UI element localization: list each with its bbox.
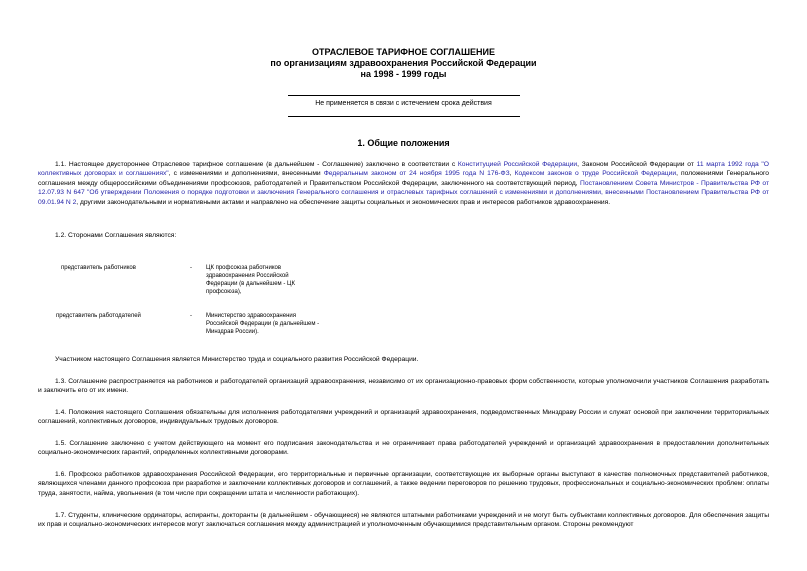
status-note: Не применяется в связи с истечением срока действия bbox=[315, 100, 492, 107]
p1-1-text-1: 1.1. Настоящее двустороннее Отраслевое тарифное соглашение (в дальнейшем - Соглашение) заключено в соответствии с bbox=[55, 161, 458, 168]
document-title-line2: по организациям здравоохранения Российской Федерации bbox=[270, 58, 537, 68]
paragraph-1-5: 1.5. Соглашение заключено с учетом действующего на момент его подписания законодательства и не ограничивает права работодателей учреждений и организаций здравоохранения в предоставлении дополнительных социально-экономических гарантий, определенных коллективными договорами. bbox=[38, 440, 769, 457]
party-dash-employers: - bbox=[190, 313, 192, 319]
paragraph-1-1 bbox=[38, 160, 769, 207]
party-label-workers: представитель работников bbox=[61, 265, 136, 271]
p1-1-text-5: , положениями Генерального соглашения между общероссийскими объединениями профсоюзов, работодателей и Правительством Российской Федерации, заключенного на соответствующий период, bbox=[38, 170, 769, 187]
law-collective-agreements-link[interactable]: 11 марта 1992 года "О коллективных договорах и соглашениях" bbox=[38, 161, 769, 178]
p1-1-text-3: , с изменениями и дополнениями, внесенными bbox=[168, 170, 324, 178]
member-note: Участником настоящего Соглашения является Министерство труда и социального развития Российской Федерации. bbox=[55, 356, 419, 363]
document-title-line3: на 1998 - 1999 годы bbox=[360, 69, 447, 79]
party-value-employers: Министерство здравоохранения Российской Федерации (в дальнейшем - Минздрав России). bbox=[206, 313, 320, 335]
divider-top bbox=[288, 95, 520, 96]
p1-1-text-2: , Законом Российской Федерации от bbox=[577, 161, 697, 168]
p1-1-text-4: , bbox=[509, 170, 515, 178]
p1-1-text-7: , другими законодательными и нормативными актами и направлено на обеспечение защиты социальных и экономических прав и интересов работников здравоохранения. bbox=[76, 198, 611, 206]
resolution-647-link[interactable]: Постановлением Совета Министров - Правительства РФ от 12.07.93 N 647 "Об утверждении Положения о порядке подготовки и заключения Генерального соглашения и отраслевых тарифных соглашений bbox=[38, 179, 770, 197]
paragraph-1-3: 1.3. Соглашение распространяется на работников и работодателей организаций здравоохранения, независимо от их организационно-правовых форм собственности, которые уполномочили участников Соглашения разработать и заключить его от их имени. bbox=[38, 378, 769, 395]
paragraph-1-6: 1.6. Профсоюз работников здравоохранения Российской Федерации, его территориальные и первичные организации, соответствующие их выборные органы выступают в качестве полномочных представителей работников, являющихся членами данного профсоюза при разработке и заключении коллективных договоров и соглашений, а также ведении переговоров по решению трудовых, профессиональных и социально-экономических проблем: оплаты труда, занятости, найма, увольнения (в том числе при сокращении штата и численности работающих). bbox=[38, 471, 769, 497]
section-heading: 1. Общие положения bbox=[357, 138, 450, 148]
federal-law-176-link[interactable]: Федеральным законом от 24 ноября 1995 года N 176-ФЗ bbox=[323, 170, 510, 178]
divider-bottom bbox=[288, 116, 520, 117]
document-title-line1: ОТРАСЛЕВОЕ ТАРИФНОЕ СОГЛАШЕНИЕ bbox=[312, 47, 495, 57]
party-label-employers: представитель работодателей bbox=[56, 313, 141, 319]
labor-code-link[interactable]: Кодексом законов о труде Российской Федерации bbox=[514, 170, 677, 178]
constitution-link[interactable]: Конституцией Российской Федерации bbox=[457, 161, 578, 168]
party-value-workers: ЦК профсоюза работников здравоохранения Российской Федерации (в дальнейшем - ЦК профсоюза), bbox=[206, 265, 295, 295]
paragraph-1-2: 1.2. Сторонами Соглашения являются: bbox=[55, 232, 177, 239]
paragraph-1-7: 1.7. Студенты, клинические ординаторы, аспиранты, докторанты (в дальнейшем - обучающиеся) не являются штатными работниками учреждений и не могут быть субъектами коллективных договоров. Для обеспечения защиты их прав и социально-экономических интересов могут заключаться соглашения между администрацией и уполномоченным обучающимися представительным органом. Стороны рекомендуют bbox=[38, 512, 769, 529]
resolution-2-link[interactable]: с изменениями и дополнениями, внесенными Постановлением Правительства РФ от 09.01.94 N 2 bbox=[38, 189, 769, 206]
party-dash-workers: - bbox=[190, 265, 192, 271]
paragraph-1-4: 1.4. Положения настоящего Соглашения обязательны для исполнения работодателями учреждений и организаций здравоохранения, подведомственных Минздраву России и служат основой при заключении территориальных соглашений, коллективных договоров, индивидуальных трудовых договоров. bbox=[38, 409, 769, 426]
